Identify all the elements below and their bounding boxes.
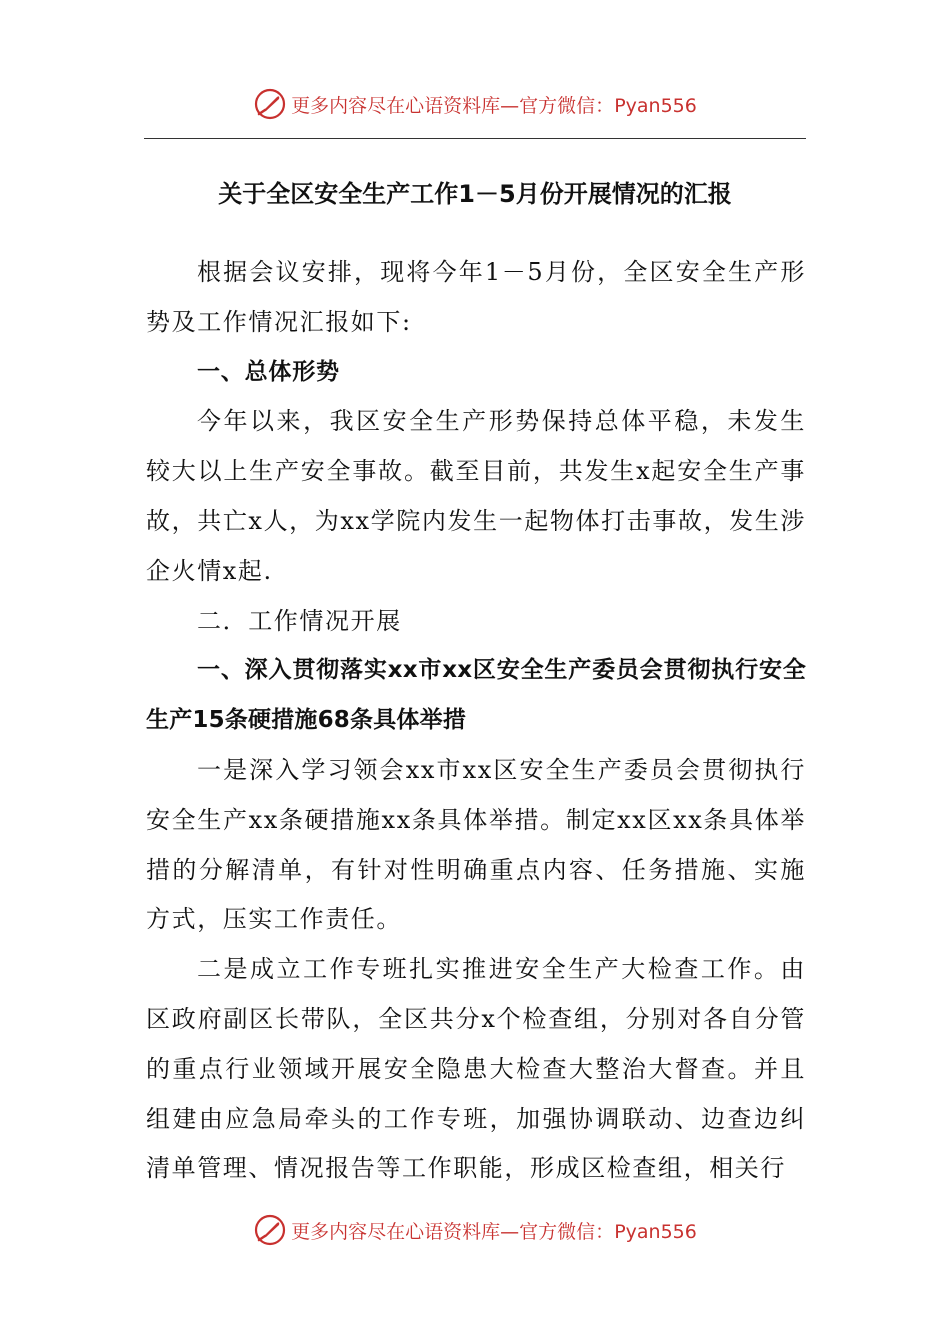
overall-situation-paragraph: 今年以来，我区安全生产形势保持总体平稳，未发生较大以上生产安全事故。截至目前，共发生x起安全生产事故，共亡x人，为xx学院内发生一起物体打击事故，发生涉企火情x起. xyxy=(146,407,806,585)
watermark-dash: — xyxy=(500,1220,520,1243)
watermark-dash: — xyxy=(500,94,520,117)
watermark-wechat-id: Pyan556 xyxy=(614,94,697,117)
document-title: 关于全区安全生产工作1－5月份开展情况的汇报 xyxy=(218,180,732,208)
subsection-heading-implementation: 一、深入贯彻落实xx市xx区安全生产委员会贯彻执行安全生产15条硬措施68条具体举措 xyxy=(146,657,806,734)
document-body xyxy=(146,248,806,1194)
intro-paragraph: 根据会议安排，现将今年1－5月份，全区安全生产形势及工作情况汇报如下: xyxy=(146,258,806,336)
watermark-brand: 更多内容尽在心语资料库 xyxy=(291,94,501,117)
watermark-text xyxy=(291,1217,697,1244)
quill-logo-icon xyxy=(253,1213,287,1247)
header-divider xyxy=(144,138,806,139)
header-watermark xyxy=(0,82,950,126)
footer-watermark xyxy=(0,1208,950,1252)
section-heading-work: 二．工作情况开展 xyxy=(197,606,402,635)
section-heading-overall: 一、总体形势 xyxy=(197,358,340,385)
watermark-brand: 更多内容尽在心语资料库 xyxy=(291,1220,501,1243)
watermark-wechat-label: 官方微信： xyxy=(519,1220,615,1243)
watermark-wechat-id: Pyan556 xyxy=(614,1220,697,1243)
paragraph-task-force: 二是成立工作专班扎实推进安全生产大检查工作。由区政府副区长带队，全区共分x个检查组，分别对各自分管的重点行业领域开展安全隐患大检查大整治大督查。并且组建由应急局牵头的工作专班，加强协调联动、边查边纠清单管理、情况报告等工作职能，形成区检查组，相关行 xyxy=(146,955,806,1183)
watermark-text xyxy=(291,91,697,118)
watermark-wechat-label: 官方微信： xyxy=(519,94,615,117)
quill-logo-icon xyxy=(253,87,287,121)
paragraph-study: 一是深入学习领会xx市xx区安全生产委员会贯彻执行安全生产xx条硬措施xx条具体举措。制定xx区xx条具体举措的分解清单，有针对性明确重点内容、任务措施、实施方式，压实工作责任。 xyxy=(146,755,806,934)
